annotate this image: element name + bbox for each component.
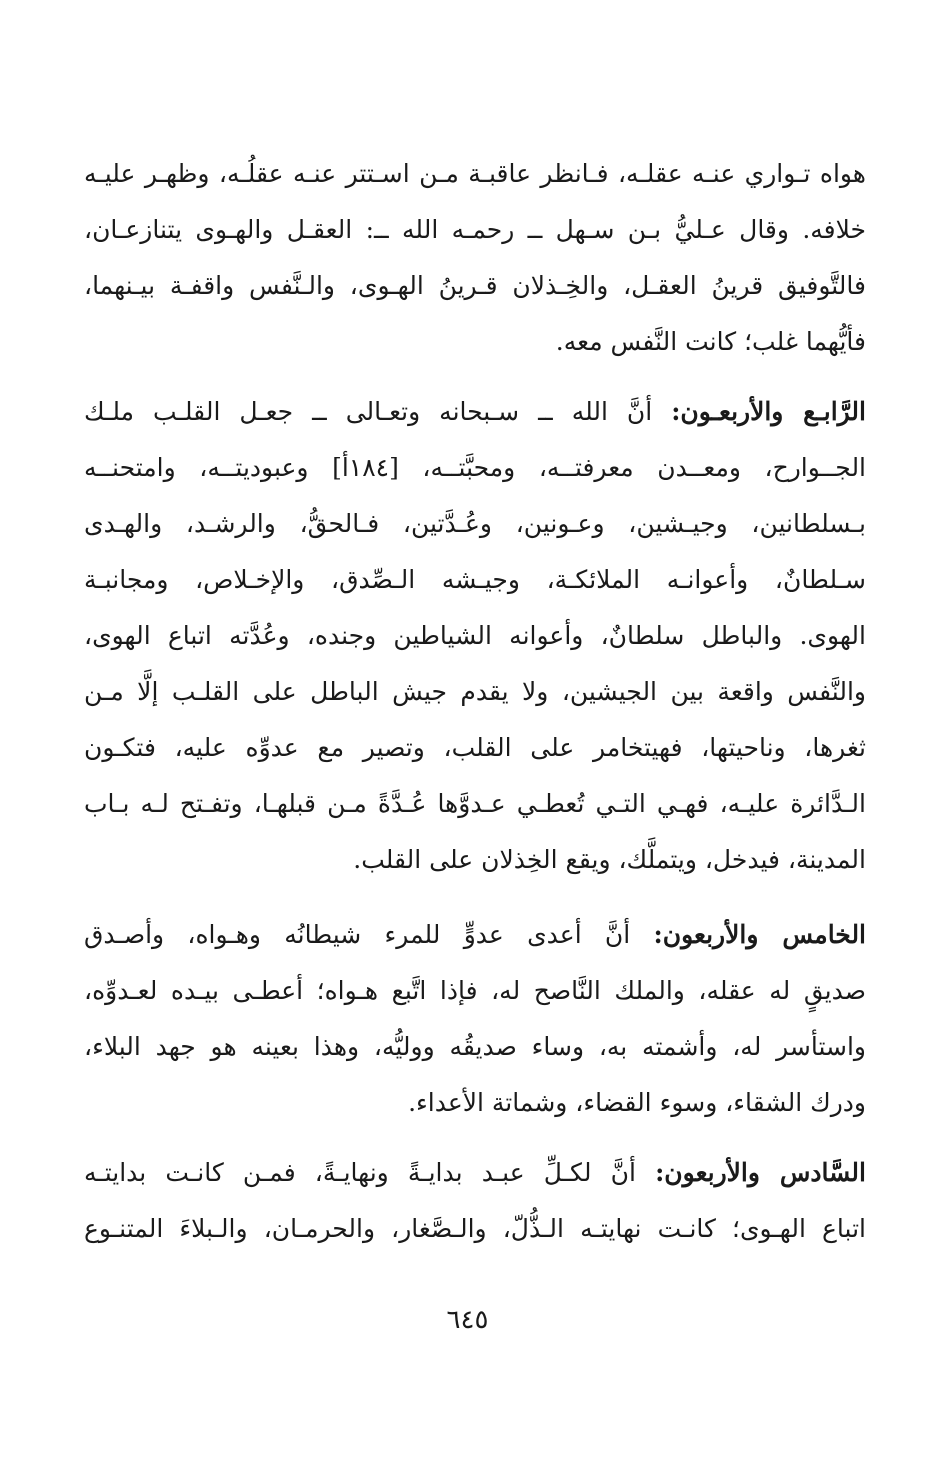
text-line (84, 384, 866, 440)
text-line: ودرك الشقاء، وسوء القضاء، وشماتة الأعداء. (408, 1088, 866, 1117)
text-line: فالتَّوفيق قرينُ العقـل، والخِـذلان قـرينُ الهـوى، والـنَّفس واقفـة بيـنهما، (84, 271, 866, 300)
text-line (84, 907, 866, 963)
section-heading: السَّادس والأربعون: (655, 1158, 866, 1187)
text-run: أنَّ أعدى عدوٍّ للمرء شيطانُه وهـواه، وأصـدق (84, 920, 654, 949)
text-line: واستأسر له، وأشمته به، وساء صديقُه ووليُّه، وهذا بعينه هو جهد البلاء، (84, 1032, 866, 1061)
text-line: ثغرها، وناحيتها، فهيتخامر على القلب، وتصير مع عدوِّه عليه، فتكـون (84, 733, 866, 762)
text-line: صديقٍ له عقله، والملك النَّاصح له، فإذا اتَّبع هـواه؛ أعطـى بيـده لعـدوِّه، (84, 976, 866, 1005)
text-line: والنَّفس واقعة بين الجيشين، ولا يقدم جيش الباطل على القلـب إلَّا مـن (84, 677, 866, 706)
text-line: اتباع الهـوى؛ كانـت نهايتـه الـذُّلّ، والـصَّغار، والحرمـان، والـبلاءَ المتنـوع (84, 1214, 866, 1243)
text-line: فأيُّهما غلب؛ كانت النَّفس معه. (555, 327, 866, 356)
page-number: ٦٤٥ (446, 1305, 489, 1335)
text-line: خلافه. وقال عـليُّ بـن سـهل ــ رحمـه الله ــ: العقـل والهـوى يتنازعـان، (84, 215, 866, 244)
text-line: الهوى. والباطل سلطانٌ، وأعوانه الشياطين وجنده، وعُدَّته اتباع الهوى، (84, 621, 866, 650)
paragraph-2 (84, 384, 866, 888)
paragraph-4 (84, 1145, 866, 1257)
text-run: أنَّ الله ــ سـبحانه وتعـالى ــ جعـل القلـب ملـك (84, 397, 672, 426)
paragraph-3 (84, 907, 866, 1131)
text-line: الجــوارح، ومعــدن معرفتــه، ومحبَّتــه، [١٨٤أ] وعبوديتــه، وامتحنــه (84, 453, 866, 482)
paragraph-1 (84, 146, 866, 370)
text-run: أنَّ لكـلِّ عبـد بدايـةً ونهايـةً، فمـن كانـت بدايتـه (84, 1158, 656, 1187)
section-heading: الرَّابـع والأربعـون: (671, 397, 866, 426)
text-line (84, 1145, 866, 1201)
section-heading: الخامس والأربعون: (653, 920, 866, 949)
text-line: الـدَّائرة عليـه، فهـي التـي تُعطـي عـدوَّها عُـدَّةً مـن قبلهـا، وتفـتح لـه بـاب (84, 789, 866, 818)
text-line: بـسلطانين، وجيـشين، وعـونين، وعُـدَّتين، فـالحقُّ، والرشـد، والهـدى (84, 509, 866, 538)
text-line: سـلطانٌ، وأعوانـه الملائكـة، وجيـشه الـصِّدق، والإخـلاص، ومجانبـة (84, 565, 866, 594)
text-line: هواه تـواري عنـه عقلـه، فـانظر عاقبـة مـن اسـتتر عنـه عقلُـه، وظهـر عليـه (84, 159, 866, 188)
text-line: المدينة، فيدخل، ويتملَّك، ويقع الخِذلان على القلب. (353, 845, 866, 874)
